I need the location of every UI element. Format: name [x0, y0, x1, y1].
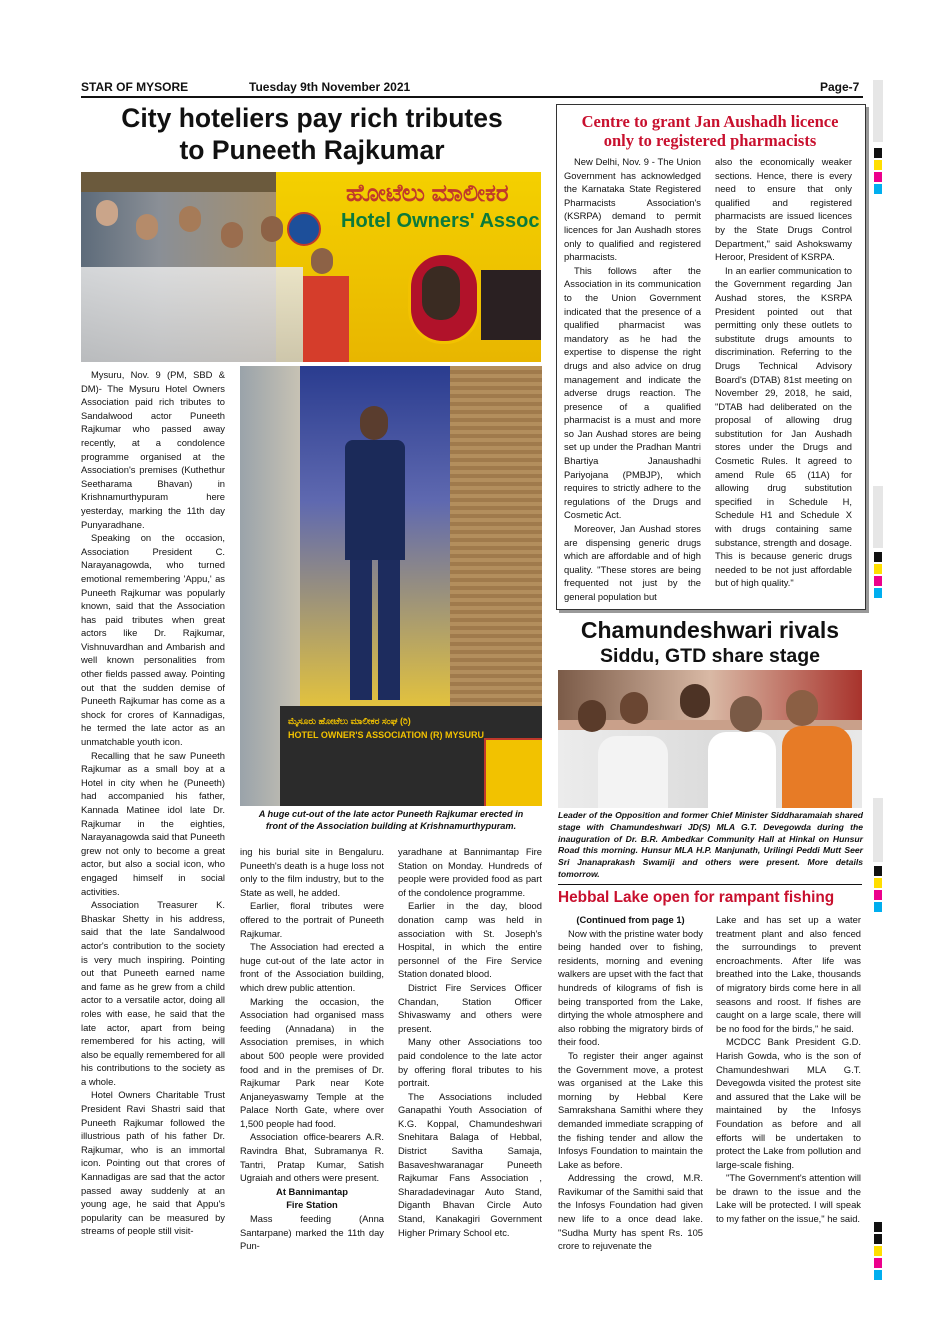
paper-name: STAR OF MYSORE	[81, 80, 189, 94]
portrait-image	[422, 266, 460, 320]
issue-date: Tuesday 9th November 2021	[249, 80, 411, 94]
board-english-text: HOTEL OWNER'S ASSOCIATION (R) MYSURU	[288, 730, 484, 740]
hebbal-headline: Hebbal Lake open for rampant fishing	[558, 889, 835, 906]
siddaramaiah-figure	[730, 696, 762, 732]
sign-kannada-text: ಹೋಟೆಲು ಮಾಲೀಕರ	[346, 180, 509, 207]
cutout-caption: A huge cut-out of the late actor Puneeth Rajkumar erected in front of the Association building at Krishnamurthypuram.	[258, 809, 524, 831]
aushadh-headline: Centre to grant Jan Aushadh licence only to registered pharmacists	[581, 112, 839, 150]
hebbal-colB: Lake and has set up a water treatment plant and also fenced the surroundings to prevent encroachments. After life was breathed into the Lake, thousands of migratory birds come here in all seasons and roost. If fishes are caught on a large scale, there will be no food for the birds," he said. MCDCC Bank President G.D. Harish Gowda, who is the son of Chamundeshwari MLA G.T. Devegowda visited the protest site and assured that the Lake will be maintained by the Infosys Foundation as before and all efforts will be undertaken to protect the Lake from pollution and large-scale fishing. "The Government's attention will be drawn to the issue and the Lake will be protected. I will speak to my father on the issue," he said.	[716, 914, 861, 1225]
actor-head	[360, 406, 388, 440]
actor-suit	[345, 440, 405, 560]
logo-icon	[287, 212, 321, 246]
chamundeshwari-headline: Chamundeshwari rivals Siddu, GTD share stage	[580, 617, 840, 667]
tribute-photo	[81, 172, 541, 362]
stage-caption: Leader of the Opposition and former Chief Minister Siddharamaiah shared stage with Chamundeshwari JD(S) MLA G.T. Devegowda during the inauguration of Dr. B.R. Ambedkar Community Hall at Hinkal on Hunsur Road this morning. Hunsur MLA H.P. Manjunath, Urilingi Peddi Mutt Seer Sri Jnanaprakash Swamiji and others were present. More details tomorrow.	[558, 810, 863, 879]
grey-band-3	[873, 798, 883, 862]
building-facade	[450, 366, 542, 706]
header-rule	[81, 96, 863, 98]
hebbal-colA: (Continued from page 1) Now with the pristine water body being handed over to fishing, residents, morning and evening walkers are upset with the fact that hundreds of kilograms of fish is being transported from the Lake, dirtying the whole atmosphere and also robbing the migratory birds of their food. To register their anger against the Government move, a protest was organised at the Lake this morning by Hebbal Kere Samrakshana Samithi where they demanded immediate scrapping of the fishing tender and allow the Infosys Foundation to maintain the Lake as before. Addressing the crowd, M.R. Ravikumar of the Samithi said that the Infosys Foundation had given new life to a once dead lake. "Sudha Murty has spent Rs. 105 crore to rejuvenate the	[558, 914, 703, 1252]
hoteliers-headline: City hoteliers pay rich tributes to Puneeth Rajkumar	[121, 103, 503, 165]
grey-band-2	[873, 486, 883, 548]
banner-right	[481, 270, 541, 340]
fire-station-subhead-1: At Bannimantap	[276, 1185, 348, 1197]
sign-english-text: Hotel Owners' Assoc	[341, 210, 540, 232]
hoteliers-col3: yaradhane at Bannimantap Fire Station on Monday. Hundreds of people were provided food as part of the condolence programme. Earlier in the day, blood donation camp was held in association with St. Joseph's Hospital, in which the entire personnel of the Fire Service Station donated blood. District Fire Services Officer Chandan, Station Officer Shivaswamy and others were present. Many other Associations too paid condolence to the late actor by offering floral tributes to his portrait. The Associations included Ganapathi Youth Association of K.G. Koppal, Chamundeshwari Snehitara Balaga of Hebbal, District Savitha Samaja, Basaveshwaranagar Puneeth Rajkumar Fans Association , Sharadadevinagar Auto Stand, Diganth Bhavan Circle Auto Stand, Kanakagiri Government Higher Primary School etc.	[398, 846, 542, 1238]
page-number: Page-7	[820, 80, 860, 94]
cutout-photo	[240, 366, 542, 806]
stage-photo	[558, 670, 862, 808]
fire-station-subhead-2: Fire Station	[286, 1199, 338, 1211]
aushadh-colB: also the economically weaker sections. Hence, there is every need to ensure that only qualified and registered pharmacists are issued licences by the State Drugs Control Department," said Ashokswamy Heroor, President of KSRPA. In an earlier communication to the Government regarding Jan Aushad stores, the KSRPA President pointed out that permitting only these outlets to substitute drugs amounts to discrimination. Referring to the Drugs Technical Advisory Board's (DTAB) 81st meeting on November 29, 2018, he said, "DTAB had deliberated on the proposal of allowing drug substitution for Jan Aushadh stores under the Drugs and Cosmetic Rules. It agreed to amend Rule 65 (11A) for allowing drug substitution specified in Schedule H, Schedule H1 and Schedule X with drugs containing same substance, strength and dosage. This is because generic drugs needed to be not just affordable but of high quality."	[715, 156, 852, 589]
grey-band-1	[873, 80, 883, 142]
board-kannada-text: ಮೈಸೂರು ಹೋಟೆಲು ಮಾಲೀಕರ ಸಂಘ (ರಿ)	[288, 716, 411, 726]
aushadh-colA: New Delhi, Nov. 9 - The Union Government has acknowledged the Karnataka State Registered Pharmacists Association's (KSRPA) demand to permit licences for Jan Aushadh stores only to qualified and registered pharmacists. This follows after the Association in its communication to the Union Government indicated that the presence of a qualified pharmacist was mandatory as he had the expertise to dispense the right drugs and also advice on drug management and indicate the adverse drugs reaction. The presence of a qualified pharmacist is a must and more so Jan Aushad stores are being set up under the Pradhan Mantri Bhartiya Janaushadhi Pariyojana (PMBJP), which requires to strictly adhere to the regulations of the Drugs and Cosmetic Act. Moreover, Jan Aushad stores are dispensing generic drugs which are affordable and of high quality. "These stores are being frequented not just by the general population but	[564, 156, 701, 602]
continued-note: (Continued from page 1)	[576, 914, 685, 925]
small-portrait-banner	[484, 738, 542, 806]
swamiji-robe	[782, 726, 852, 808]
hoteliers-col1: Mysuru, Nov. 9 (PM, SBD & DM)- The Mysuru Hotel Owners Association paid rich tributes to Sandalwood actor Puneeth Rajkumar who passed away recently, at a condolence programme organised at the Association's premises (Kuthethur Seetharama Bhavan) in Krishnamurthypuram here yesterday, marking the 11th day Punyaradhane. Speaking on the occasion, Association President C. Narayanagowda, who turned emotional remembering 'Appu,' as Puneeth Rajkumar was popularly known, said that the Association has paid tributes when great actors like Dr. Rajkumar, Vishnuvardhan and Ambarish and well known personalities from other fields passed away. Pointing out that the sudden demise of Puneeth Rajkumar has come as a shock for crores of Kannadigas, he termed the late actor as an unmatchable youth icon. Recalling that he saw Puneeth Rajkumar as a small boy at a Hotel in city when he (Puneeth) had accompanied his father, Kannada Matinee idol late Dr. Rajkumar in the eighties, Narayanagowda said that Puneeth grew not only to become a great actor, but also a social icon, who engaged himself in social activities. Association Treasurer K. Bhaskar Shetty in his address, said that the late Sandalwood actor's contribution to the society is very much inspiring. Pointing out that Puneeth earned name and fame as he grew from a child actor to a versatile actor, doing all roles with ease, he said that the late actor, apart from being remembered for his acting, will also be equally remembered for all his contributions to the society as a whole. Hotel Owners Charitable Trust President Ravi Shastri said that Puneeth Rajkumar followed the illustrious path of his father Dr. Rajkumar, who is an immortal icon. Pointing out that crores of Kannadigas are sad that the actor passed away suddenly at an young age, he said that Appu's popularity can be measured by streams of people still visit-	[81, 369, 225, 1237]
hoteliers-col2: ing his burial site in Bengaluru. Puneeth's death is a huge loss not only to the film industry, but to the State as well, he added. Earlier, floral tributes were offered to the portrait of Puneeth Rajkumar. The Association had erected a huge cut-out of the late actor in front of the Association building, which drew public attention. Marking the occasion, the Association had organised mass feeding (Annadana) in the Association premises, in which about 500 people were provided food and in the premises of Dr. Rajkumar Park near Kote Anjaneyaswamy Temple at the Palace North Gate, where over 1,500 people had food. Association office-bearers A.R. Ravindra Bhat, Subramanya R. Tantri, Pratap Kumar, Satish Ugraiah and others were present. At Bannimantap Fire Station Mass feeding (Anna Santarpane) marked the 11th day Pun-	[240, 846, 384, 1252]
section-rule	[558, 884, 862, 885]
